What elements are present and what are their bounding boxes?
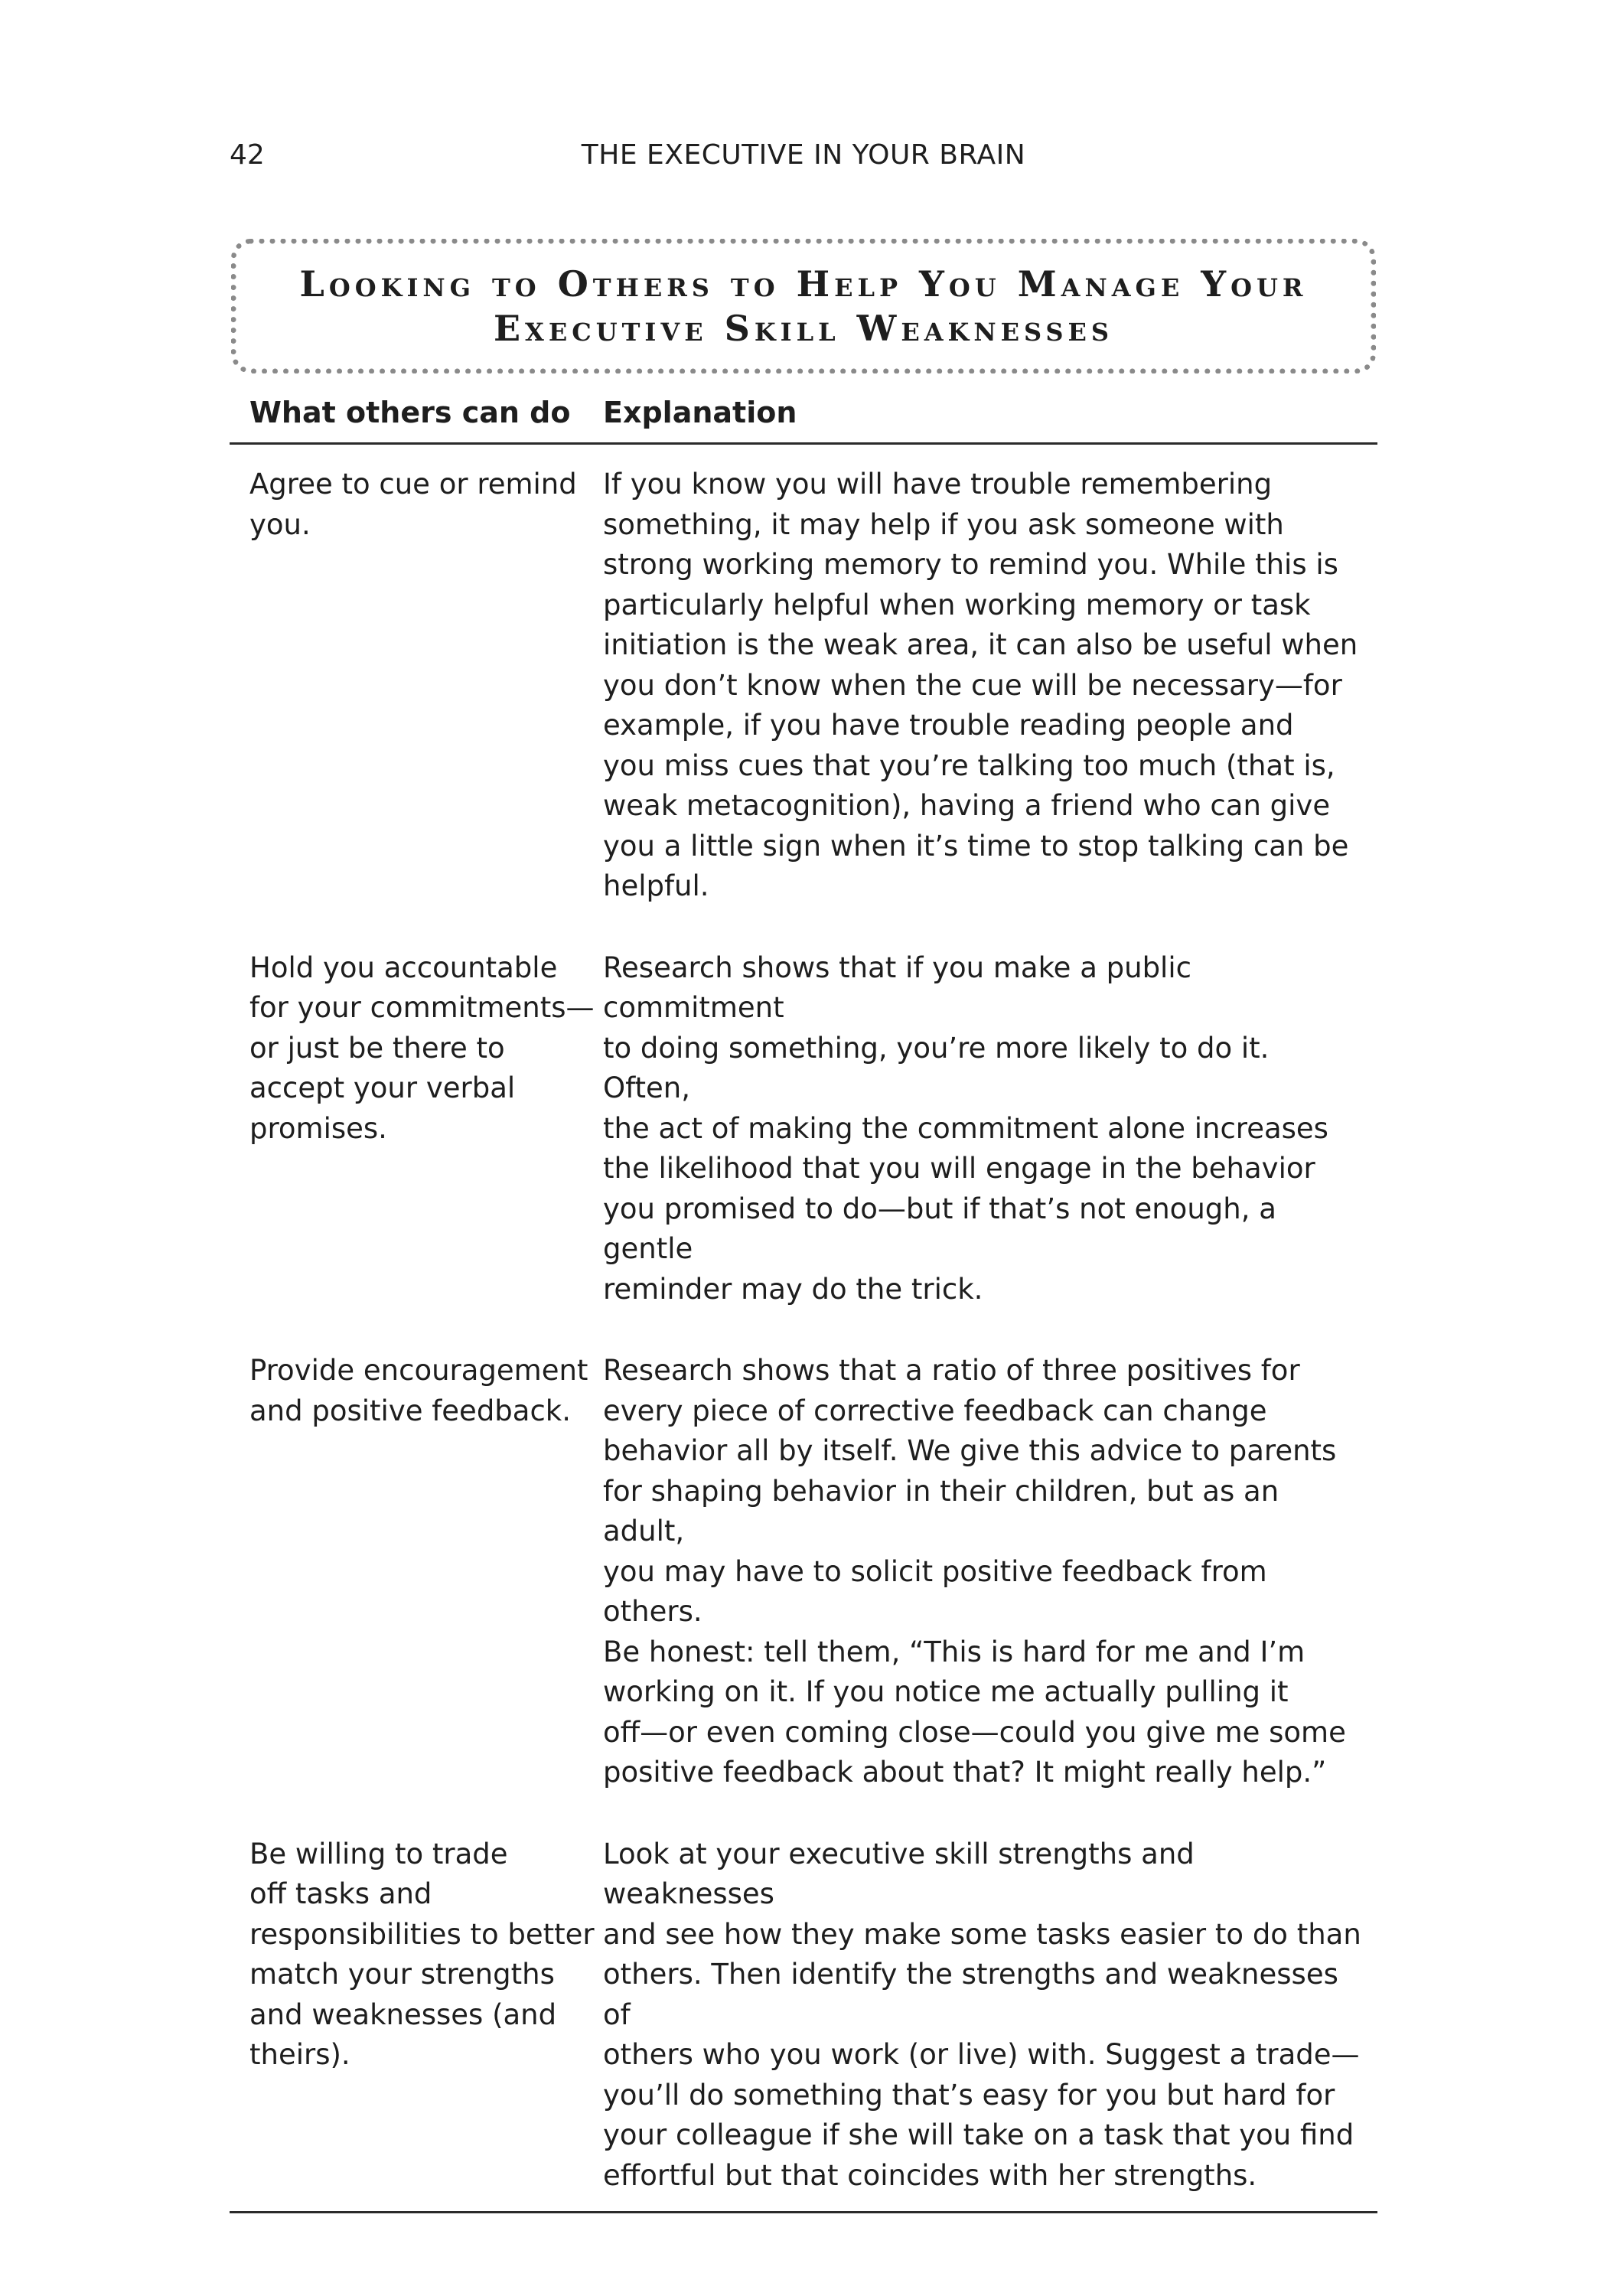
action-cell: Agree to cue or remind you. [249, 468, 577, 541]
explanation-cell: If you know you will have trouble remembering something, it may help if you ask someone with strong working memory to remind you. While this is particularly helpful when working memory or task initiation is the weak area, it can also be useful when you don’t know when the cue will be necessary—for example, if you have trouble reading people and you miss cues that you’re talking too much (that is, weak metacognition), having a friend who can give you a little sign when it’s time to stop talking can be helpful. [603, 468, 1358, 902]
explanation-cell: Research shows that if you make a public commitment to doing something, you’re more likely to do it. Often, the act of making the commitment alone increases the likelihood that you will engage in the behavior you promised to do—but if that’s not enough, a gentle reminder may do the trick. [603, 951, 1328, 1306]
title-box [231, 239, 1376, 373]
running-title: THE EXECUTIVE IN YOUR BRAIN [581, 139, 1026, 171]
table-row [230, 1835, 1377, 2197]
table-bottom-rule [230, 2211, 1377, 2213]
action-cell: Provide encouragement and positive feedback. [249, 1354, 588, 1427]
table-row [230, 1351, 1377, 1793]
action-cell: Hold you accountable for your commitments— or just be there to accept your verbal promises. [249, 951, 595, 1145]
explanation-cell: Research shows that a ratio of three positives for every piece of corrective feedback can change behavior all by itself. We give this advice to parents for shaping behavior in their children, but as an adult, you may have to solicit positive feedback from others. Be honest: tell them, “This is hard for me and I’m working on it. If you notice me actually pulling it off—or even coming close—could you give me some positive feedback about that? It might really help.” [603, 1354, 1346, 1789]
column-header-explanation: Explanation [603, 396, 797, 429]
column-header-what-others-can-do: What others can do [249, 396, 571, 429]
box-title-line-2: Executive Skill Weaknesses [493, 308, 1114, 349]
action-cell: Be willing to trade off tasks and responsibilities to better match your strengths and weaknesses (and theirs). [249, 1837, 595, 2071]
table-header-row [230, 383, 1377, 445]
explanation-cell: Look at your executive skill strengths and weaknesses and see how they make some tasks easier to do than others. Then identify the strengths and weaknesses of others who you work (or live) with. Suggest a trade— you’ll do something that’s easy for you but hard for your colleague if she will take on a task that you find effortful but that coincides with her strengths. [603, 1837, 1361, 2192]
table-row [230, 465, 1377, 907]
strategies-table [230, 383, 1377, 2213]
page-number: 42 [230, 139, 265, 171]
box-title-line-1: Looking to Others to Help You Manage Your [299, 263, 1308, 305]
running-head [0, 136, 1607, 174]
table-row [230, 948, 1377, 1310]
